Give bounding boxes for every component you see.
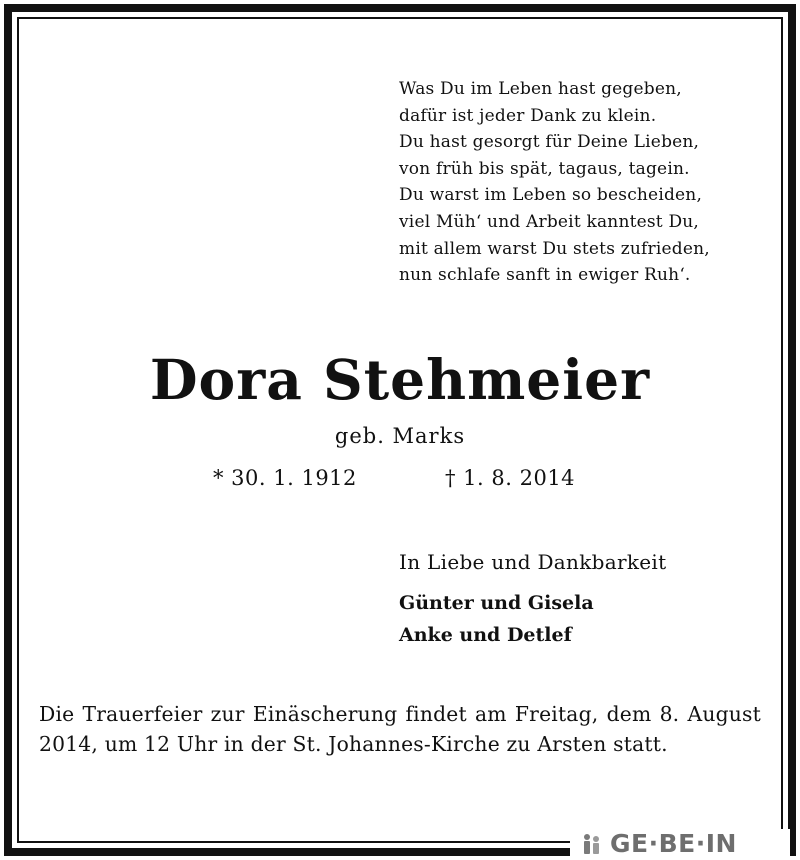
poem (399, 76, 779, 289)
poem-line: Du hast gesorgt für Deine Lieben, (399, 132, 700, 153)
mourner-name: Günter und Gisela (399, 592, 594, 614)
funeral-notice: Die Trauerfeier zur Einäscherung findet am Freitag, dem 8. August 2014, um 12 Uhr in der St. Johannes-Kirche zu Arsten statt. (39, 702, 761, 756)
family-figures-icon (580, 832, 604, 856)
poem-line: dafür ist jeder Dank zu klein. (399, 105, 657, 126)
mourner-name: Anke und Detlef (399, 624, 572, 646)
death-date: † 1. 8. 2014 (445, 466, 576, 490)
poem-line: von früh bis spät, tagaus, tagein. (399, 158, 690, 179)
brand-watermark (570, 829, 790, 859)
birth-date: * 30. 1. 1912 (213, 466, 357, 490)
mourner-list (399, 587, 779, 651)
mourners-block (399, 549, 779, 651)
poem-line: mit allem warst Du stets zufrieden, (399, 238, 710, 259)
poem-line: Was Du im Leben hast gegeben, (399, 79, 682, 99)
closing-phrase: In Liebe und Dankbarkeit (399, 550, 667, 574)
deceased-name: Dora Stehmeier (149, 347, 651, 412)
poem-line: nun schlafe sanft in ewiger Ruh‘. (399, 265, 691, 286)
birth-name: geb. Marks (334, 424, 466, 448)
poem-line: Du warst im Leben so bescheiden, (399, 185, 703, 206)
brand-logo-text: GE·BE·IN (610, 829, 737, 858)
poem-line: viel Müh‘ und Arbeit kanntest Du, (399, 211, 700, 232)
